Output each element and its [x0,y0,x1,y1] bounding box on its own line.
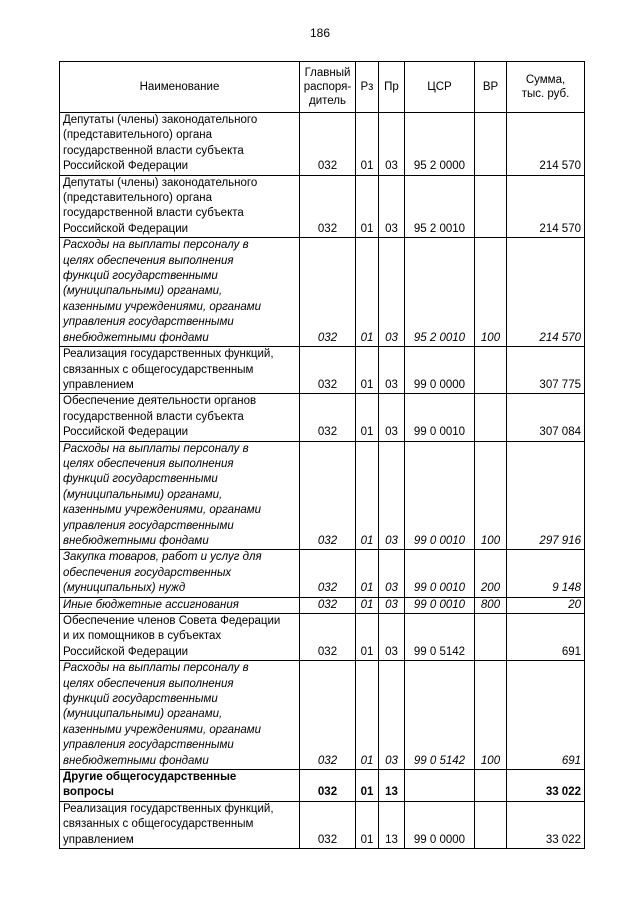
header-admin-line: дитель [309,95,346,107]
row-target-item: 99 0 0010 [405,441,475,550]
table-row [60,175,585,238]
row-target-item: 99 0 0000 [405,801,475,848]
table-row [60,441,585,550]
row-target-item: 99 0 0010 [405,597,475,613]
row-admin-code: 032 [300,441,356,550]
row-section: 01 [356,441,379,550]
row-admin-code: 032 [300,770,356,802]
table-row [60,614,585,661]
row-name-line: функций государственными [63,473,218,486]
row-name-line: казенными учреждениями, органами [63,723,262,736]
row-name-line: управлением [63,378,134,391]
row-admin-code: 032 [300,597,356,613]
row-target-item: 99 0 0000 [405,347,475,394]
row-subsection: 03 [379,661,405,770]
row-name-line: управления государственными [63,316,234,329]
row-name-line: (представительного) органа [63,192,212,205]
row-name-line: Российской Федерации [63,160,189,173]
row-subsection: 03 [379,175,405,238]
row-subsection: 03 [379,614,405,661]
table-row [60,113,585,176]
header-rz: Рз [356,62,379,113]
page-number: 186 [309,26,331,40]
row-expense-type: 100 [475,238,507,347]
row-name-line: управления государственными [63,739,234,752]
row-name-line: Закупка товаров, работ и услуг для [63,551,262,564]
row-name-line: целях обеспечения выполнения [63,254,234,267]
row-admin-code: 032 [300,347,356,394]
row-section: 01 [356,238,379,347]
row-name-line: Депутаты (члены) законодательного [63,114,258,126]
header-row [60,62,585,113]
header-admin [300,62,356,113]
row-admin-code: 032 [300,801,356,848]
row-name-cell [60,441,300,550]
row-expense-type: 200 [475,550,507,597]
row-name-line: Реализация государственных функций, [63,348,274,361]
row-name-line: внебюджетными фондами [63,754,209,767]
row-section: 01 [356,347,379,394]
row-name-cell [60,597,300,613]
row-name-line: Расходы на выплаты персоналу в [63,239,249,252]
row-subsection: 03 [379,347,405,394]
header-pr: Пр [379,62,405,113]
row-expense-type [475,801,507,848]
row-name-line: целях обеспечения выполнения [63,677,234,690]
row-name-line: вопросы [63,786,115,799]
row-name-line: (представительного) органа [63,129,212,142]
row-name-line: и их помощников в субъектах [63,630,222,643]
row-admin-code: 032 [300,550,356,597]
row-admin-code: 032 [300,394,356,441]
row-subsection: 03 [379,113,405,176]
row-name-line: обеспечения государственных [63,566,232,579]
row-subsection: 03 [379,550,405,597]
row-name-line: функций государственными [63,693,218,706]
row-name-line: внебюджетными фондами [63,331,209,344]
row-name-line: государственной власти субъекта [63,207,244,220]
row-name-cell [60,238,300,347]
row-expense-type: 800 [475,597,507,613]
row-amount: 20 [507,597,585,613]
row-name-line: (муниципальными) органами, [63,708,223,721]
row-section: 01 [356,770,379,802]
row-name-line: Российской Федерации [63,645,189,658]
row-target-item: 99 0 5142 [405,661,475,770]
row-expense-type [475,175,507,238]
row-name-cell [60,801,300,848]
row-subsection: 03 [379,238,405,347]
row-amount: 214 570 [507,113,585,176]
row-name-line: функций государственными [63,270,218,283]
row-subsection: 03 [379,441,405,550]
row-amount: 9 148 [507,550,585,597]
row-section: 01 [356,175,379,238]
row-subsection: 03 [379,597,405,613]
table-body [60,113,585,849]
header-sum-line: Сумма, [525,74,566,86]
row-name-line: внебюджетными фондами [63,534,209,547]
table-row [60,550,585,597]
row-section: 01 [356,614,379,661]
row-subsection: 13 [379,770,405,802]
table-row [60,801,585,848]
row-name-line: связанных с общегосударственным [63,363,254,376]
row-section: 01 [356,597,379,613]
row-name-line: управлением [63,833,134,846]
row-name-line: Другие общегосударственные [63,771,237,784]
row-target-item: 95 2 0010 [405,238,475,347]
row-name-line: (муниципальными) органами, [63,285,223,298]
row-target-item [405,770,475,802]
row-name-line: казенными учреждениями, органами [63,504,262,517]
row-admin-code: 032 [300,113,356,176]
row-amount: 691 [507,661,585,770]
row-name-line: Депутаты (члены) законодательного [63,176,258,189]
row-target-item: 99 0 0010 [405,394,475,441]
table-row [60,770,585,802]
row-admin-code: 032 [300,175,356,238]
row-name-cell [60,113,300,176]
header-admin-line: распоря- [303,81,352,93]
row-name-cell [60,614,300,661]
row-expense-type [475,614,507,661]
row-expense-type: 100 [475,661,507,770]
row-name-line: Реализация государственных функций, [63,802,274,815]
row-name-line: целях обеспечения выполнения [63,457,234,470]
row-section: 01 [356,394,379,441]
row-expense-type [475,113,507,176]
row-name-cell [60,770,300,802]
row-subsection: 03 [379,394,405,441]
row-name-line: управления государственными [63,519,234,532]
row-section: 01 [356,550,379,597]
row-section: 01 [356,801,379,848]
row-name-line: Обеспечение членов Совета Федерации [63,615,281,627]
row-amount: 297 916 [507,441,585,550]
row-section: 01 [356,113,379,176]
row-name-line: Российской Федерации [63,222,189,235]
row-name-cell [60,550,300,597]
row-name-cell [60,347,300,394]
row-name-line: связанных с общегосударственным [63,818,254,831]
table-row [60,597,585,613]
row-target-item: 99 0 5142 [405,614,475,661]
row-expense-type [475,394,507,441]
row-name-line: Обеспечение деятельности органов [63,395,257,408]
row-admin-code: 032 [300,661,356,770]
header-csr: ЦСР [405,62,475,113]
table-row [60,661,585,770]
row-amount: 33 022 [507,770,585,802]
budget-table [59,61,585,849]
row-amount: 307 775 [507,347,585,394]
row-name-line: (муниципальных) нужд [63,582,186,595]
row-amount: 691 [507,614,585,661]
row-name-line: Российской Федерации [63,426,189,439]
row-expense-type [475,347,507,394]
row-expense-type [475,770,507,802]
row-section: 01 [356,661,379,770]
table-row [60,394,585,441]
row-name-line: Расходы на выплаты персоналу в [63,662,249,675]
header-sum [507,62,585,113]
table-row [60,238,585,347]
table-row [60,347,585,394]
row-name-line: государственной власти субъекта [63,144,244,157]
row-amount: 33 022 [507,801,585,848]
header-sum-line: тыс. руб. [521,88,570,100]
header-admin-line: Главный [304,67,351,79]
row-name-cell [60,175,300,238]
row-target-item: 95 2 0010 [405,175,475,238]
header-vr: ВР [475,62,507,113]
row-name-line: государственной власти субъекта [63,410,244,423]
row-name-line: (муниципальными) органами, [63,488,223,501]
row-admin-code: 032 [300,614,356,661]
row-target-item: 99 0 0010 [405,550,475,597]
row-name-line: Расходы на выплаты персоналу в [63,442,249,455]
row-subsection: 13 [379,801,405,848]
row-admin-code: 032 [300,238,356,347]
row-name-cell [60,661,300,770]
row-amount: 214 570 [507,238,585,347]
row-target-item: 95 2 0000 [405,113,475,176]
row-name-line: Иные бюджетные ассигнования [63,598,239,611]
row-amount: 307 084 [507,394,585,441]
row-name-line: казенными учреждениями, органами [63,300,262,313]
row-name-cell [60,394,300,441]
row-expense-type: 100 [475,441,507,550]
header-name: Наименование [60,62,300,113]
row-amount: 214 570 [507,175,585,238]
